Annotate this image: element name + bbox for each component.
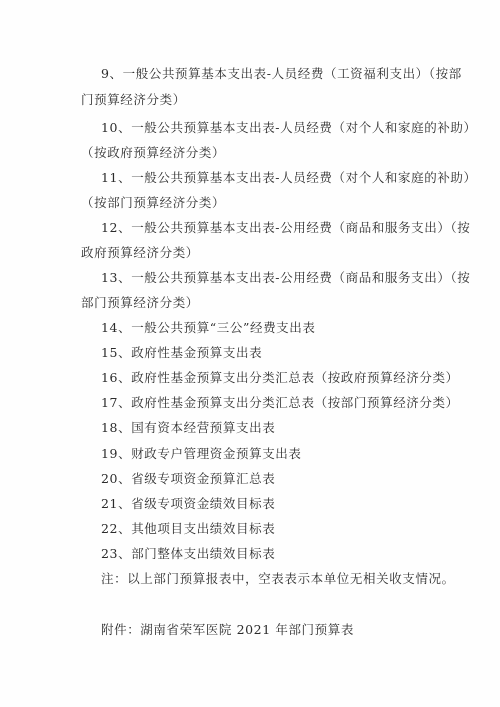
list-item-19: 19、财政专户管理资金预算支出表 [101, 446, 302, 461]
list-item-10-line-1: 10、一般公共预算基本支出表-人员经费（对个人和家庭的补助） [101, 120, 477, 135]
list-item-11-line-1: 11、一般公共预算基本支出表-人员经费（对个人和家庭的补助） [101, 170, 477, 185]
list-item-9-line-2: 门预算经济分类） [81, 92, 186, 107]
list-item-9-line-1: 9、一般公共预算基本支出表-人员经费（工资福利支出）（按部 [101, 66, 462, 81]
list-item-15: 15、政府性基金预算支出表 [101, 345, 263, 360]
list-item-10-line-2: （按政府预算经济分类） [81, 145, 226, 160]
list-item-21: 21、省级专项资金绩效目标表 [101, 496, 276, 511]
list-item-17: 17、政府性基金预算支出分类汇总表（按部门预算经济分类） [101, 395, 459, 410]
list-item-23: 23、部门整体支出绩效目标表 [101, 546, 276, 561]
list-item-22: 22、其他项目支出绩效目标表 [101, 521, 276, 536]
list-item-20: 20、省级专项资金预算汇总表 [101, 471, 276, 486]
list-item-18: 18、国有资本经营预算支出表 [101, 420, 276, 435]
note-text: 注：以上部门预算报表中，空表表示本单位无相关收支情况。 [101, 571, 455, 586]
attachment-text: 附件：湖南省荣军医院 2021 年部门预算表 [101, 622, 354, 637]
list-item-12-line-2: 政府预算经济分类） [81, 245, 199, 260]
list-item-13-line-2: 部门预算经济分类） [81, 295, 199, 310]
list-item-12-line-1: 12、一般公共预算基本支出表-公用经费（商品和服务支出）（按 [101, 220, 471, 235]
list-item-11-line-2: （按部门预算经济分类） [81, 195, 226, 210]
list-item-16: 16、政府性基金预算支出分类汇总表（按政府预算经济分类） [101, 370, 459, 385]
list-item-13-line-1: 13、一般公共预算基本支出表-公用经费（商品和服务支出）（按 [101, 270, 471, 285]
list-item-14: 14、一般公共预算“三公”经费支出表 [101, 320, 316, 335]
